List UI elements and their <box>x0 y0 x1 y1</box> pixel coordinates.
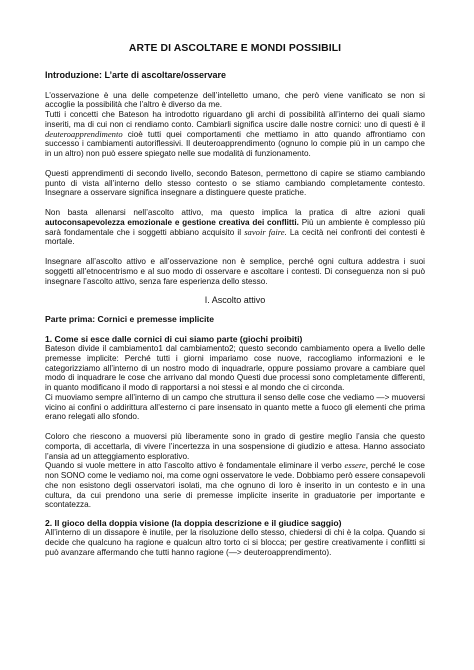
text-span: cioè tutti quei comportamenti che mettiamo in atto quando affrontiamo con successo i cambiamenti autoriflessivi. Il deuteroapprendimento (ognuno lo compie più in un campo che in un altro) non può essere spiegato nelle sue modalità di funzionamento. <box>45 129 426 158</box>
paragraph-intro-1: L’osservazione è una delle competenze dell’intelletto umano, che però viene vanificato se non si accoglie la possibilità che l’altro è diverso da me. <box>45 90 425 110</box>
text-span: Più un ambiente è complesso più sarà fondamentale che i soggetti abbiano acquisito il <box>45 217 425 237</box>
part-heading: Parte prima: Cornici e premesse implicite <box>45 314 215 324</box>
emphasis-term: savoir faire. <box>244 226 287 237</box>
intro-heading: Introduzione: L’arte di ascoltare/osservare <box>45 69 227 80</box>
paragraph-1-4 <box>45 461 425 510</box>
document-title: ARTE DI ASCOLTARE E MONDI POSSIBILI <box>128 43 342 54</box>
text-span: perché le cose non SONO come le vediamo noi, ma come ogni osservatore le vede. Dobbiamo però essere consapevoli che non esistono degli osservatori isolati, ma che ognuno di loro è inserito in un contesto e in una cultura, da cui prendono una serie di premesse implicite inserite in graduatorie per importante e scontatezza. <box>45 461 426 510</box>
text-span: Non basta allenarsi nell’ascolto attivo, ma questo implica la pratica di altre azioni quali <box>45 208 425 217</box>
paragraph-1-3: Coloro che riescono a muoversi più liberamente sono in grado di gestire meglio l’ansia che questo comporta, di accettarla, di vivere l’incertezza in una sospensione di giudizio e attesa. Hanno associato l’ansia ad un atteggiamento esplorativo. <box>45 432 425 461</box>
subsection-heading-2: 2. Il gioco della doppia visione (la doppia descrizione e il giudice saggio) <box>45 518 342 528</box>
bold-phrase: autoconsapevolezza emozionale e gestione creativa dei conflitti. <box>45 217 299 227</box>
paragraph-intro-4 <box>45 208 425 247</box>
paragraph-1-2: Ci muoviamo sempre all’interno di un campo che struttura il senso delle cose che vediamo —> muoversi vicino ai confini o addirittura all’esterno ci pare insensato in quanto mette a fuoco gli elementi che prima erano relegati allo sfondo. <box>45 392 425 422</box>
paragraph-intro-3: Questi apprendimenti di secondo livello, secondo Bateson, permettono di capire se stiamo cambiando punto di vista all’interno dello stesso contesto o se stiamo cambiando completamente contesto. Insegnare a osservare significa insegnare a distinguere queste pratiche. <box>45 168 425 198</box>
paragraph-1-1: Bateson divide il cambiamento1 dal cambiamento2; questo secondo cambiamento opera a livello delle premesse implicite: Perché tutti i giorni impariamo cose nuove, raccogliamo informazioni e le categorizziamo all’interno di un nostro modo di inquadrarle, oppure possiamo provare a cambiare quel modo di inquadrare le cose che arrivano dal mondo Questi due processi sono completamente differenti, in quanto modificano il modo di rapportarsi a noi stessi e al mondo che ci circonda. <box>45 344 425 392</box>
paragraph-intro-2 <box>45 110 425 159</box>
subsection-heading-1: 1. Come si esce dalle cornici di cui siamo parte (giochi proibiti) <box>45 334 303 344</box>
section-heading: I. Ascolto attivo <box>204 295 266 306</box>
paragraph-2-1: All’interno di un dissapore è inutile, per la risoluzione dello stesso, chiedersi di chi è la colpa. Quando si decide che qualcuno ha ragione e qualcun altro torto ci si blocca; per gestire creativamente i conflitti si può avanzare affermando che tutti hanno ragione (—> deuteroapprendimento). <box>45 528 425 557</box>
paragraph-intro-5: Insegnare all’ascolto attivo e all’osservazione non è semplice, perché ogni cultura addestra i suoi soggetti all’etnocentrismo e al suo modo di osservare e ascoltare i contesti. Di conseguenza non si può insegnare l’ascolto attivo, senza fare esperienza dello stesso. <box>45 257 425 286</box>
text-span: Tutti i concetti che Bateson ha introdotto riguardano gli archi di possibilità all’interno dei quali siamo inseriti, ma di cui non ci rendiamo conto. Cambiarli significa uscire dalle nostre cornici: uno di questi è il <box>45 110 425 129</box>
emphasis-term: essere, <box>344 460 368 471</box>
emphasis-term: deuteroapprendimento <box>45 128 123 139</box>
text-span: La cecità nei confronti dei contesti è mortale. <box>45 227 425 247</box>
text-span: Quando si vuole mettere in atto l’ascolto attivo è fondamentale eliminare il verbo <box>45 461 342 471</box>
